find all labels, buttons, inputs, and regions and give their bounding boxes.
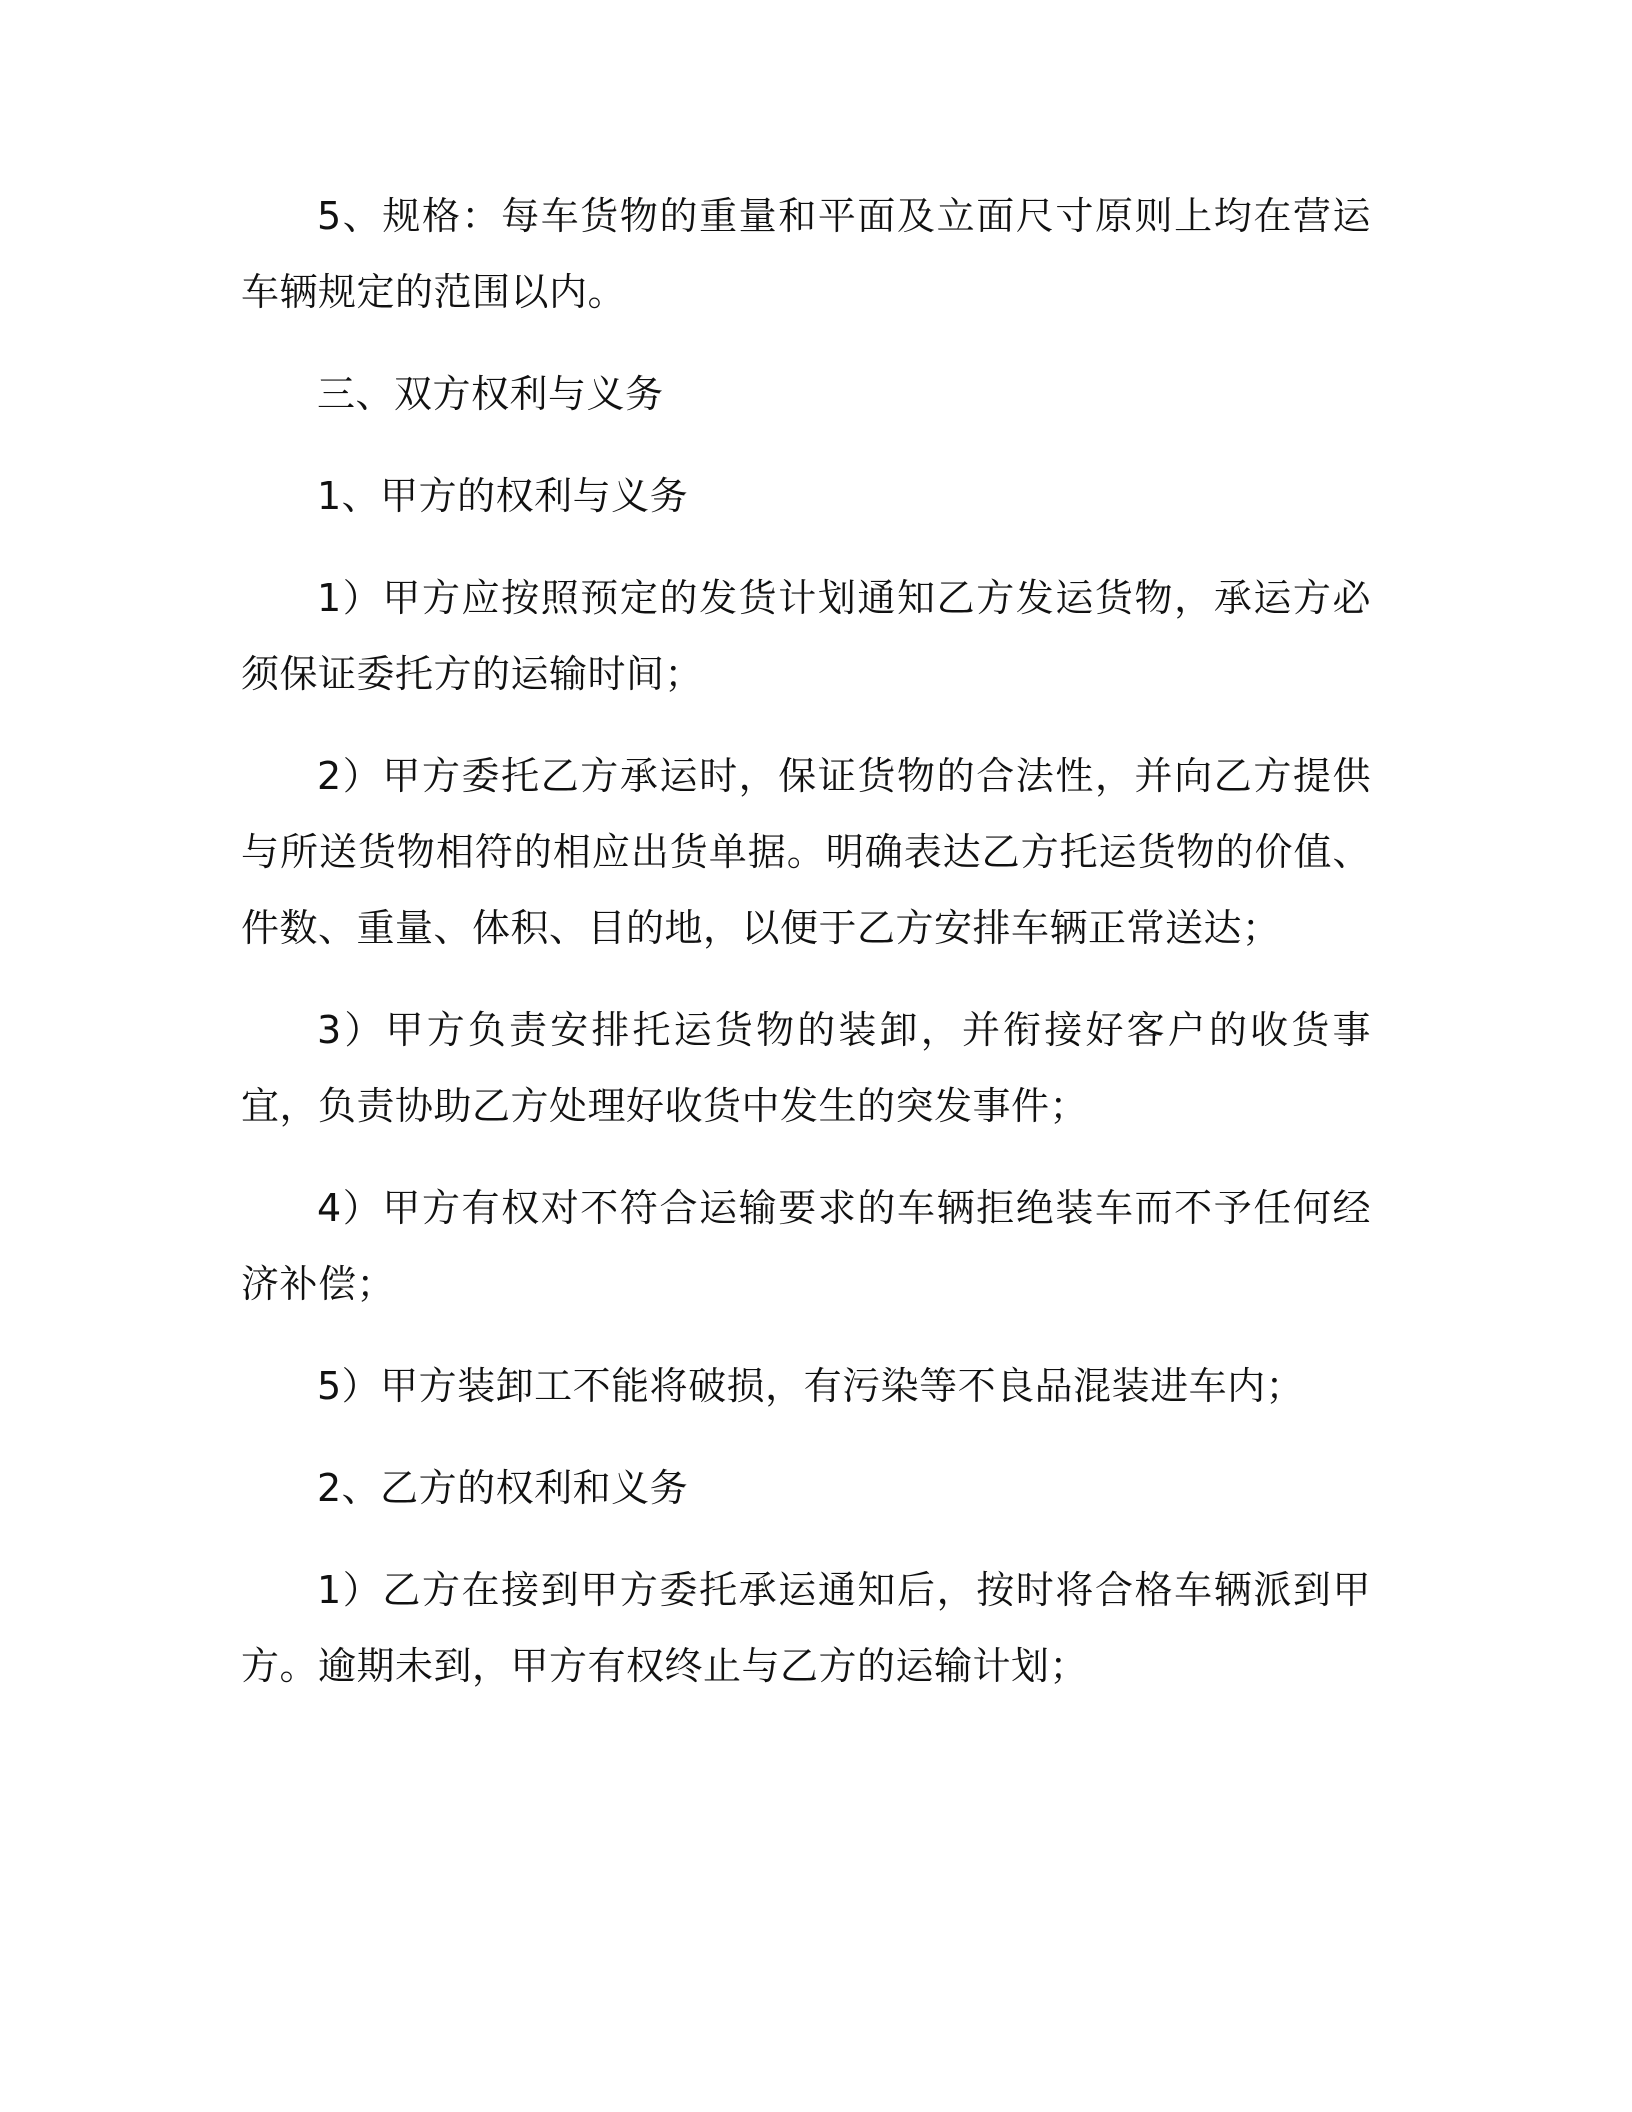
paragraph-a-3: 3）甲方负责安排托运货物的装卸，并衔接好客户的收货事宜，负责协助乙方处理好收货中发生的突发事件；	[241, 1008, 1371, 1128]
paragraph-b-1: 1）乙方在接到甲方委托承运通知后，按时将合格车辆派到甲方。逾期未到，甲方有权终止与乙方的运输计划；	[241, 1568, 1371, 1688]
subheading-party-a: 1、甲方的权利与义务	[317, 474, 689, 518]
subheading-party-b: 2、乙方的权利和义务	[317, 1466, 689, 1510]
section-heading-rights-obligations: 三、双方权利与义务	[317, 372, 664, 416]
paragraph-a-2: 2）甲方委托乙方承运时，保证货物的合法性，并向乙方提供与所送货物相符的相应出货单据。明确表达乙方托运货物的价值、件数、重量、体积、目的地，以便于乙方安排车辆正常送达；	[241, 754, 1371, 950]
paragraph-a-1: 1）甲方应按照预定的发货计划通知乙方发运货物，承运方必须保证委托方的运输时间；	[241, 576, 1371, 696]
paragraph-spec: 5、规格：每车货物的重量和平面及立面尺寸原则上均在营运车辆规定的范围以内。	[241, 194, 1371, 314]
paragraph-a-4: 4）甲方有权对不符合运输要求的车辆拒绝装车而不予任何经济补偿；	[241, 1186, 1371, 1306]
paragraph-a-5: 5）甲方装卸工不能将破损，有污染等不良品混装进车内；	[317, 1364, 1305, 1408]
